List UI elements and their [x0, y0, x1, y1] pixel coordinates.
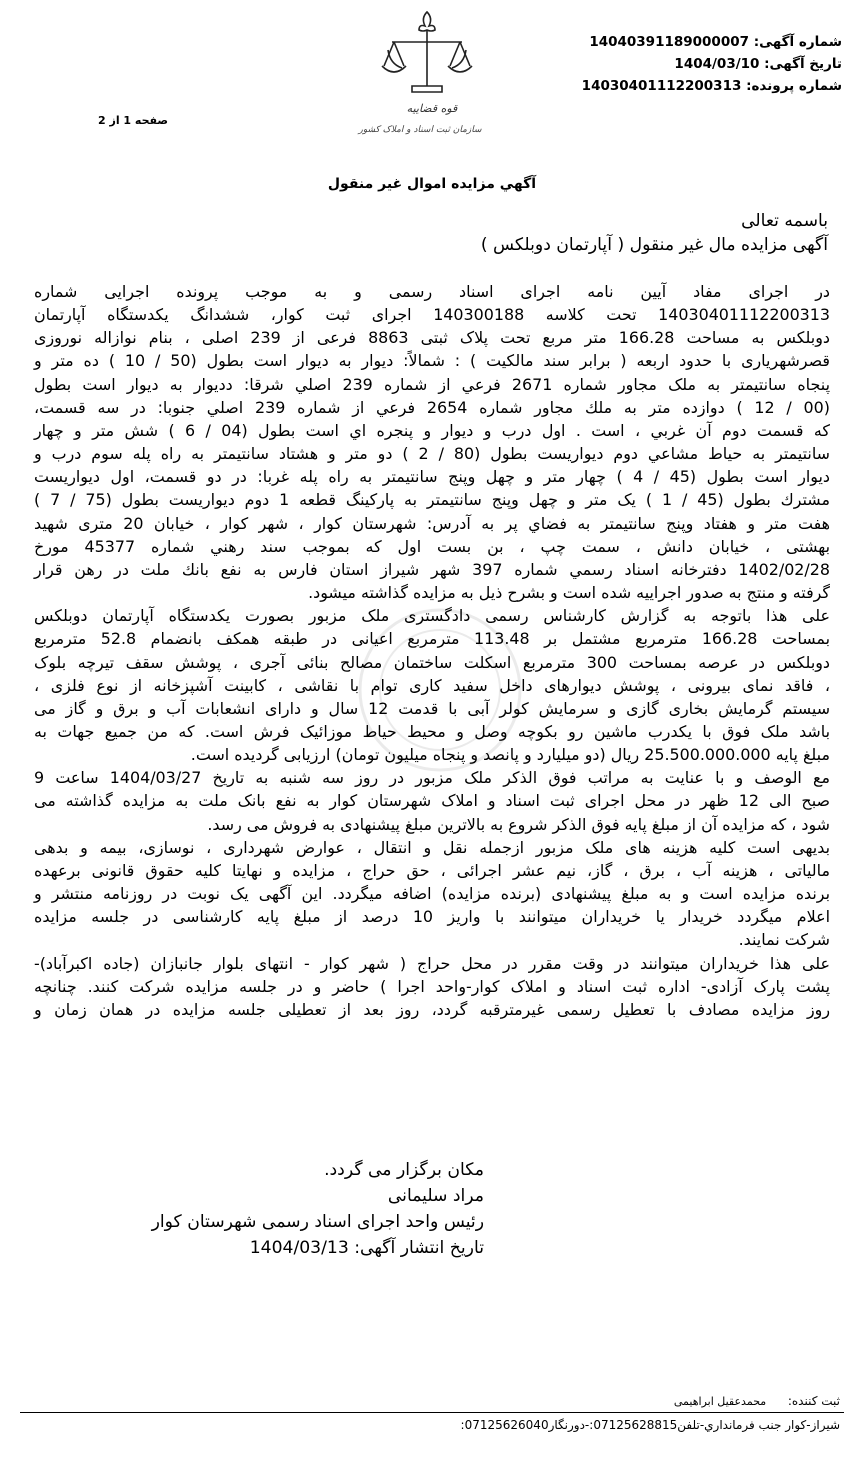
signature-line-1: مکان برگزار می گردد. — [324, 1160, 484, 1180]
registrar-label: ثبت کننده: — [787, 1394, 840, 1408]
ad-number-line — [589, 32, 842, 52]
body-line: در اجرای مفاد آیین نامه اجرای اسناد رسمی و به موجب پرونده اجرایی شماره — [34, 282, 830, 301]
body-line: (00 / 12 ) دوازده متر به ملك مجاور شماره 2654 فرعي از شماره 239 اصلي جنوبا: در سه قسمت، — [34, 397, 830, 417]
page-indicator: صفحه 1 از 2 — [98, 114, 169, 127]
body-line: شود ، که مزایده آن از مبلغ پایه فوق الذکر شروع به بالاترین مبلغ پیشنهادی به فروش می رسد. — [207, 814, 830, 834]
body-line: سانتيمتر به حياط مشاعي دوم ديواريست بطول (80 / 2 ) دو متر و هشتاد سانتيمتر به راه پله سوم درب و — [34, 444, 830, 464]
body-line: روز مزایده مصادف با تعطیل رسمی غیرمترقبه گردد، روز بعد از تعطیلی جلسه مزایده در همان زمان و — [34, 999, 830, 1019]
body-line: پشت پارک آزادی- اداره ثبت اسناد و املاک کوار-واحد اجرا ) حاضر و در جلسه مزایده شرکت کنند. چنانچه — [34, 976, 830, 996]
body-line: مشترك بطول (45 / 1 ) يک متر و چهل وپنج سانتيمتر به پاركينگ قطعه 1 دوم ديواريست بطول (75 / 7 ) — [34, 490, 830, 510]
body-line: باشد ملک فوق با یکدرب ماشین رو بکوچه وصل و محیط حیاط موزائیک فرش است. که من جمیع جهات به — [34, 721, 830, 741]
ad-date-line — [674, 54, 842, 74]
body-line: سیستم گرمایش بخاری گازی و سرمایش کولر آبی با قدمت 12 سال و دارای انشعابات آب و برق و گاز می — [34, 698, 831, 718]
body-line: كه قسمت دوم آن غربي ، است . اول درب و ديوار و پنجره اي است بطول (04 / 6 ) شش متر و چهار — [34, 420, 830, 440]
file-number: 14030401112200313 — [581, 78, 742, 94]
footer-address: شیراز-کوار جنب فرمانداري-تلفن07125628815:-دورنگار07125626040: — [460, 1418, 840, 1432]
body-line: 1402/02/28 دفترخانه اسناد رسمي شماره 397 شهر شيراز استان فارس به نفع بانك ملت در رهن قرار — [34, 559, 830, 579]
body-line: ديوار است بطول (45 / 4 ) چهار متر و چهل وپنج سانتيمتر به راه پله غربا: در دو قسمت، اول ديواريست — [34, 467, 830, 487]
body-line: گرفته و منتج به صدور اجراییه شده است و بشرح ذیل به مزایده گذاشته میشود. — [308, 583, 830, 603]
body-line: دوبلکس در عرصه بمساحت 300 مترمربع اسکلت ساختمان مصالح بنائی آجری ، پوشش سقف تیرچه بلوک — [34, 652, 830, 672]
footer-divider — [20, 1412, 844, 1413]
body-line: بهشتی ، خیابان دانش ، سمت چپ ، بن بست اول كه بموجب سند رهني شماره 45377 مورخ — [34, 536, 830, 556]
body-line: دوبلکس به مساحت 166.28 متر مربع تحت پلاک ثبتی 8863 فرعی از 239 اصلی ، بنام نوازاله نوروزی — [34, 328, 830, 348]
body-line: پنجاه سانتیمتر به ملک مجاور شماره 2671 فرعي از شماره 239 اصلي شرقا: دديوار به ديوار است بطول — [34, 374, 830, 394]
body-line: علی هذا باتوجه به گزارش کارشناس رسمی دادگستری ملک مزبور بصورت یکدستگاه آپارتمان دوبلکس — [34, 606, 830, 626]
emblem-text-org: سازمان ثبت اسناد و املاک کشور — [358, 125, 482, 135]
registrar-line — [674, 1394, 840, 1408]
body-line: مالیاتی ، هزینه آب ، برق ، گاز، نیم عشر اجرائی ، حق حراج ، مزایده و نهایتا کلیه حقوق قانونی برعهده — [34, 860, 830, 880]
body-line: شرکت نمایند. — [738, 930, 830, 950]
body-line: ، فاقد نمای بیرونی ، پوشش دیوارهای داخل سفید کاری توام با نقاشی ، کابینت آشپزخانه از نوع فلزی ، — [34, 675, 830, 695]
emblem-text-judiciary: قوه قضاییه — [406, 102, 458, 115]
body-line: صبح الی 12 ظهر در محل اجرای ثبت اسناد و املاک شهرستان کوار به نفع بانک ملت به مزایده گذاشته می — [34, 791, 830, 811]
body-line: بمساحت 166.28 مترمربع مشتمل بر 113.48 مترمربع اعیانی در طبقه همکف بانضمام 52.8 مترمربع — [34, 629, 830, 649]
body-line: اعلام میگردد خریدار یا خریداران میتوانند با واریز 10 درصد از مبلغ پایه کارشناسی در جلسه مزایده — [34, 907, 830, 927]
judiciary-emblem-logo — [358, 4, 482, 144]
registrar-name: محمدعقیل ابراهیمی — [673, 1395, 767, 1408]
signer-title: رئیس واحد اجرای اسناد رسمی شهرستان کوار — [151, 1212, 484, 1232]
file-number-label: شماره پرونده: — [746, 78, 842, 94]
publish-date: تاریخ انتشار آگهی: 1404/03/13 — [249, 1238, 484, 1258]
body-line: بدیهی است کلیه هزینه های ملک مزبور ازجمله نقل و انتقال ، عوارض شهرداری ، نوسازی، بیمه و بدهی — [34, 837, 830, 857]
ad-date-label: تاریخ آگهی: — [764, 56, 842, 72]
intro-line-1: باسمه تعالی — [741, 211, 828, 231]
body-line: مع الوصف و با عنایت به مراتب فوق الذکر ملک مزبور در روز سه شنبه به تاریخ 1404/03/27 ساعت 9 — [34, 768, 830, 788]
body-line: هفت متر و هفتاد وپنج سانتيمتر به فضاي پر به آدرس: شهرستان كوار ، شهر كوار ، خيابان 20 متری شهید — [34, 513, 831, 533]
intro-line-2: آگهی مزایده مال غیر منقول ( آپارتمان دوبلکس ) — [480, 235, 828, 255]
ad-number: 14040391189000007 — [589, 34, 749, 50]
body-line: 14030401112200313 تحت کلاسه 140300188 اجرای ثبت کوار، ششدانگ یکدستگاه آپارتمان — [34, 305, 831, 325]
body-line: مبلغ پایه 25.500.000.000 ریال (دو میلیارد و پانصد و پنجاه میلیون تومان) ارزیابی گردیده است. — [190, 745, 830, 765]
ad-number-label: شماره آگهی: — [753, 34, 842, 50]
file-number-line — [582, 76, 842, 96]
page-title: آگهي مزايده اموال غير منقول — [327, 176, 537, 192]
notice-body — [34, 280, 830, 1021]
body-line: علی هذا خریداران میتوانند در وقت مقرر در محل حراج ( شهر کوار - انتهای بلوار جانبازان (جاده اکبرآباد)- — [34, 953, 830, 973]
signer-name: مراد سلیمانی — [387, 1186, 484, 1206]
body-line: برنده مزایده است و به مبلغ پیشنهادی (برنده مزایده) اضافه میگردد. این آگهی یک نوبت در روزنامه منتشر و — [34, 884, 830, 904]
ad-date: 1404/03/10 — [674, 56, 760, 72]
body-line: قصرشهریاری با حدود اربعه ( برابر سند مالکیت ) : شمالاً: دیوار به دیوار است بطول (50 / 10 ) ده متر و — [34, 351, 830, 371]
